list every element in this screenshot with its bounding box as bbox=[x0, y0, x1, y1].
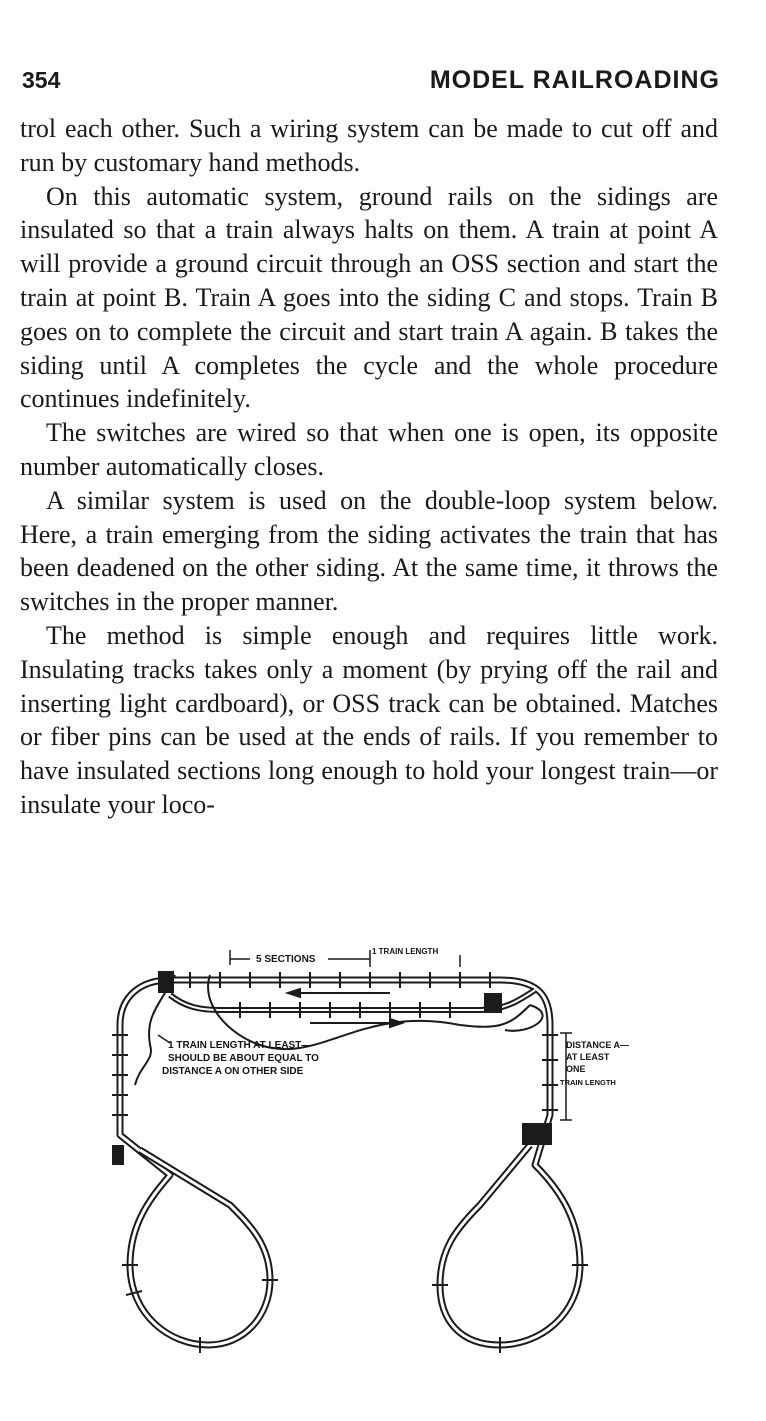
page-number: 354 bbox=[22, 67, 61, 93]
label-right-line1: DISTANCE A— bbox=[566, 1040, 629, 1050]
label-left-line1: 1 TRAIN LENGTH AT LEAST— bbox=[168, 1040, 312, 1051]
label-sections: 5 SECTIONS bbox=[256, 954, 316, 965]
label-right-line2: AT LEAST bbox=[566, 1052, 610, 1062]
page-header bbox=[22, 66, 720, 102]
main-track bbox=[120, 980, 580, 1345]
label-right-line4: TRAIN LENGTH bbox=[560, 1078, 616, 1087]
track-diagram bbox=[60, 935, 700, 1375]
paragraph-2: On this automatic system, ground rails on the sidings are insulated so that a train always halts on them. A train at point A will provide a ground circuit through an OSS section and start the train at point B. Train A goes into the siding C and stops. Train B goes on to complete the circuit and start train A again. B takes the siding until A completes the cycle and the whole procedure continues indefinitely. bbox=[20, 181, 718, 414]
siding-track bbox=[170, 990, 535, 1018]
paragraph-5: The method is simple enough and requires little work. Insulating tracks takes only a moment (by prying off the rail and inserting light cardboard), or OSS track can be obtained. Matches or fiber pins can be used at the ends of rails. If you remember to have insulated sections long enough to hold your longest train—or insulate your loco- bbox=[20, 620, 718, 819]
paragraph-4: A similar system is used on the double-loop system below. Here, a train emerging from the siding activates the train that has been deadened on the other siding. At the same time, it throws the switches in the proper manner. bbox=[20, 485, 718, 617]
paragraph-3: The switches are wired so that when one is open, its opposite number automatically closes. bbox=[20, 418, 718, 481]
running-head: MODEL RAILROADING bbox=[429, 66, 720, 94]
body-text bbox=[20, 112, 718, 822]
label-left-line3: DISTANCE A ON OTHER SIDE bbox=[162, 1066, 304, 1077]
label-left-line2: SHOULD BE ABOUT EQUAL TO bbox=[168, 1053, 319, 1064]
label-train-length: 1 TRAIN LENGTH bbox=[372, 947, 439, 956]
paragraph-1: trol each other. Such a wiring system can be made to cut off and run by customary hand methods. bbox=[20, 114, 718, 177]
label-right-line3: ONE bbox=[566, 1064, 586, 1074]
track-diagram-svg bbox=[60, 935, 700, 1375]
